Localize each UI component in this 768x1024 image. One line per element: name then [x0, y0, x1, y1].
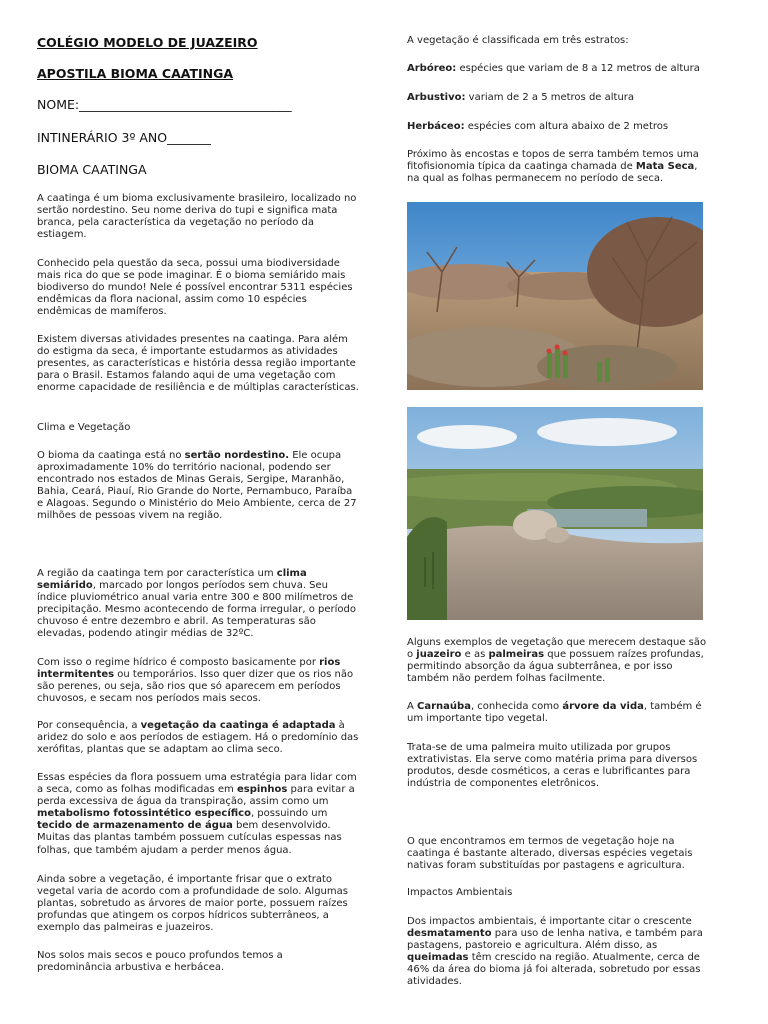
paragraph-roots: Ainda sobre a vegetação, é importante frisar que o extrato vegetal varia de acordo com a profundidade de solo. Algumas plantas, sobretudo as árvores de maior porte, possuem raízes profundas que atingem os corpos hídricos subterrâneos, a exemplo das palmeiras e juazeiros.	[37, 874, 348, 934]
paragraph-climate: A região da caatinga tem por característica um clima semiárido, marcado por longos períodos sem chuva. Seu índice pluviométrico anual varia entre 300 e 800 milímetros de precipitação. Mesmo acontecendo de forma irregular, o período chuvoso é entre dezembro e abril. As temperaturas são elevadas, podendo atingir médias de 32ºC.	[37, 568, 356, 640]
document-title: APOSTILA BIOMA CAATINGA	[37, 66, 234, 81]
paragraph-location: O bioma da caatinga está no sertão nordestino. Ele ocupa aproximadamente 10% do território nacional, podendo ser encontrado nos estados de Minas Gerais, Sergipe, Maranhão, Bahia, Ceará, Piauí, Rio Grande do Norte, Pernambuco, Paraíba e Alagoas. Segundo o Ministério do Meio Ambiente, cerca de 27 milhões de pessoas vivem na região.	[37, 450, 357, 522]
paragraph-palm-uses: Trata-se de uma palmeira muito utilizada por grupos extrativistas. Ela serve como matéria prima para diversos produtos, desde cosméticos, a ceras e lubrificantes para indústria de componentes eletrônicos.	[407, 742, 698, 790]
paragraph-impacts: Dos impactos ambientais, é importante citar o crescente desmatamento para uso de lenha nativa, e também para pastagens, pastoreio e agricultura. Além disso, as queimadas têm crescido na região. Atualmente, cerca de 46% da área do bioma já foi alterada, sobretudo por essas atividades.	[407, 916, 703, 988]
clima-vegetacao-heading: Clima e Vegetação	[37, 422, 131, 433]
section-title: BIOMA CAATINGA	[37, 162, 147, 177]
rocky-river-photo	[407, 407, 703, 620]
strata-intro: A vegetação é classificada em três estratos:	[407, 35, 629, 46]
stratum-arbustivo: Arbustivo: variam de 2 a 5 metros de altura	[407, 92, 635, 103]
stratum-arboreo: Arbóreo: espécies que variam de 8 a 12 metros de altura	[407, 63, 700, 74]
stratum-herbaceo: Herbáceo: espécies com altura abaixo de 2 metros	[407, 121, 669, 132]
paragraph-rivers: Com isso o regime hídrico é composto basicamente por rios intermitentes ou temporários. Isso quer dizer que os rios não são perenes, ou seja, são rios que só aparecem em períodos chuvosos, e secam nos períodos mais secos.	[37, 657, 354, 705]
impactos-heading: Impactos Ambientais	[407, 887, 513, 898]
school-name: COLÉGIO MODELO DE JUAZEIRO	[37, 35, 258, 50]
paragraph-altered-vegetation: O que encontramos em termos de vegetação hoje na caatinga é bastante alterado, diversas espécies vegetais nativas foram substituídas por pastagens e agricultura.	[407, 836, 693, 872]
paragraph-soils: Nos solos mais secos e pouco profundos temos a predominância arbustiva e herbácea.	[37, 950, 283, 974]
paragraph-activities: Existem diversas atividades presentes na caatinga. Para além do estigma da seca, é importante estudarmos as atividades presentes, as características e história dessa região importante para o Brasil. Estamos falando aqui de uma vegetação com enorme capacidade de resiliência e de múltiplas características.	[37, 334, 359, 394]
itinerary-line: INTINERÁRIO 3º ANO_______	[37, 130, 211, 145]
paragraph-adaptation: Por consequência, a vegetação da caatinga é adaptada à aridez do solo e aos períodos de estiagem. Há o predomínio das xerófitas, plantas que se adaptam ao clima seco.	[37, 720, 359, 756]
paragraph-biodiversity: Conhecido pela questão da seca, possui uma biodiversidade mais rica do que se pode imaginar. É o bioma semiárido mais biodiverso do mundo! Nele é possível encontrar 5311 espécies endêmicas da flora nacional, assim como 10 espécies endêmicas de mamíferos.	[37, 258, 353, 318]
paragraph-carnauba: A Carnaúba, conhecida como árvore da vida, também é um importante tipo vegetal.	[407, 701, 702, 725]
paragraph-strategies: Essas espécies da flora possuem uma estratégia para lidar com a seca, como as folhas modificadas em espinhos para evitar a perda excessiva de água da transpiração, assim como um metabolismo fotossintético específico, possuindo um tecido de armazenamento de água bem desenvolvido. Muitas das plantas também possuem cutículas espessas nas folhas, que também ajudam a perder menos água.	[37, 772, 357, 856]
paragraph-mata-seca: Próximo às encostas e topos de serra também temos uma fitofisionomia típica da caatinga chamada de Mata Seca, na qual as folhas permanecem no período de seca.	[407, 149, 699, 185]
name-field-line: NOME:__________________________________	[37, 97, 292, 112]
paragraph-juazeiro: Alguns exemplos de vegetação que merecem destaque são o juazeiro e as palmeiras que possuem raízes profundas, permitindo absorção da água subterrânea, e por isso também não perdem folhas facilmente.	[407, 637, 707, 685]
paragraph-intro: A caatinga é um bioma exclusivamente brasileiro, localizado no sertão nordestino. Seu nome deriva do tupi e significa mata branca, pela característica da vegetação no período da estiagem.	[37, 193, 357, 241]
dry-caatinga-photo	[407, 202, 703, 390]
